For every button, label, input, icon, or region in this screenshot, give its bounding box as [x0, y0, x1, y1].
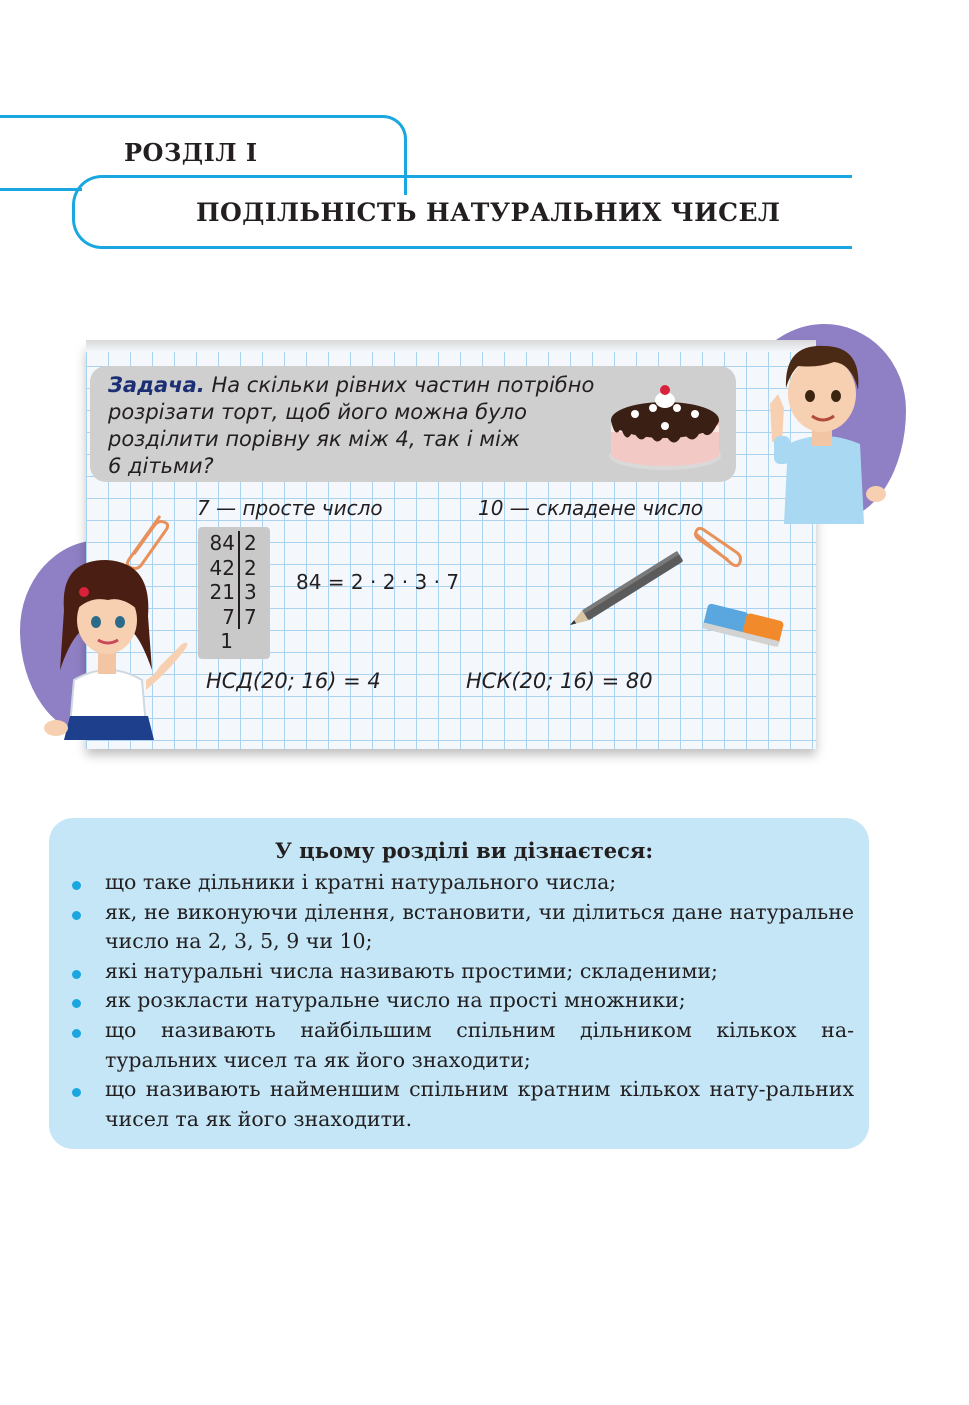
list-item [68, 898, 854, 957]
gcd-example: НСД(20; 16) = 4 [206, 669, 381, 693]
factor-dividend: 1 [220, 629, 233, 653]
factor-row [206, 556, 262, 581]
factor-divisor: 3 [244, 580, 257, 604]
chapter-goals-list [68, 868, 854, 1134]
list-item-text: які натуральні числа називають простими; складеними; [105, 958, 718, 983]
pencil-icon [556, 550, 696, 630]
factor-row [206, 629, 262, 654]
task-text [108, 372, 608, 480]
girl-character [30, 540, 190, 740]
factor-table [206, 531, 262, 654]
factor-dividend: 7 [206, 605, 240, 630]
prime-number-note: 7 — просте число [197, 496, 383, 520]
factor-row [206, 531, 262, 556]
boy-character [748, 324, 898, 524]
cake-icon [605, 368, 725, 478]
list-item-text: як, не виконуючи ділення, встановити, чи ділиться дане натуральне число на 2, 3, 5, 9 чи 10; [105, 899, 854, 954]
bullet-icon [72, 999, 81, 1008]
factor-dividend: 42 [206, 556, 240, 581]
section-title: ПОДІЛЬНІСТЬ НАТУРАЛЬНИХ ЧИСЕЛ [196, 198, 781, 227]
list-item-text: що таке дільники і кратні натурального числа; [105, 870, 617, 894]
section-divider-line [0, 188, 82, 191]
factor-dividend: 84 [206, 531, 240, 556]
chapter-goals-title: У цьому розділі ви дізнаєтеся: [274, 838, 654, 863]
task-label: Задача. [108, 373, 205, 397]
list-item-text: що називають найбільшим спільним дільником кількох на-туральних чисел та як його знаходити; [105, 1017, 854, 1072]
chapter-illustration [0, 320, 969, 760]
bullet-icon [72, 1029, 81, 1038]
task-line-4: 6 дітьми? [108, 454, 214, 478]
list-item [68, 957, 854, 987]
factor-divisor: 2 [244, 531, 257, 555]
task-line-1: На скільки рівних частин потрібно [204, 373, 595, 397]
eraser-icon [700, 602, 786, 650]
bullet-icon [72, 911, 81, 920]
bullet-icon [72, 970, 81, 979]
list-item [68, 1075, 854, 1134]
factor-divisor [236, 629, 258, 654]
factor-dividend: 21 [206, 580, 240, 605]
list-item-text: що називають найменшим спільним кратним кількох нату-ральних чисел та як його знаходити. [105, 1077, 854, 1131]
paper-torn-edge [86, 340, 816, 352]
list-item-text: як розкласти натуральне число на прості множники; [105, 988, 686, 1013]
factorization-result: 84 = 2 · 2 · 3 · 7 [296, 570, 460, 594]
section-label: РОЗДІЛ І [124, 138, 258, 167]
bullet-icon [72, 881, 81, 890]
list-item [68, 986, 854, 1016]
factor-divisor: 2 [244, 555, 257, 580]
bullet-icon [72, 1088, 81, 1097]
task-line-2: розрізати торт, щоб його можна було [108, 400, 527, 424]
list-item [68, 868, 854, 898]
task-line-3: розділити порівну як між 4, так і між [108, 427, 520, 451]
factor-row [206, 580, 262, 605]
factor-row [206, 605, 262, 630]
lcm-example: НСК(20; 16) = 80 [466, 669, 653, 693]
composite-number-note: 10 — складене число [478, 496, 703, 520]
list-item [68, 1016, 854, 1075]
factor-divisor: 7 [244, 604, 257, 629]
paperclip-icon [692, 526, 742, 570]
